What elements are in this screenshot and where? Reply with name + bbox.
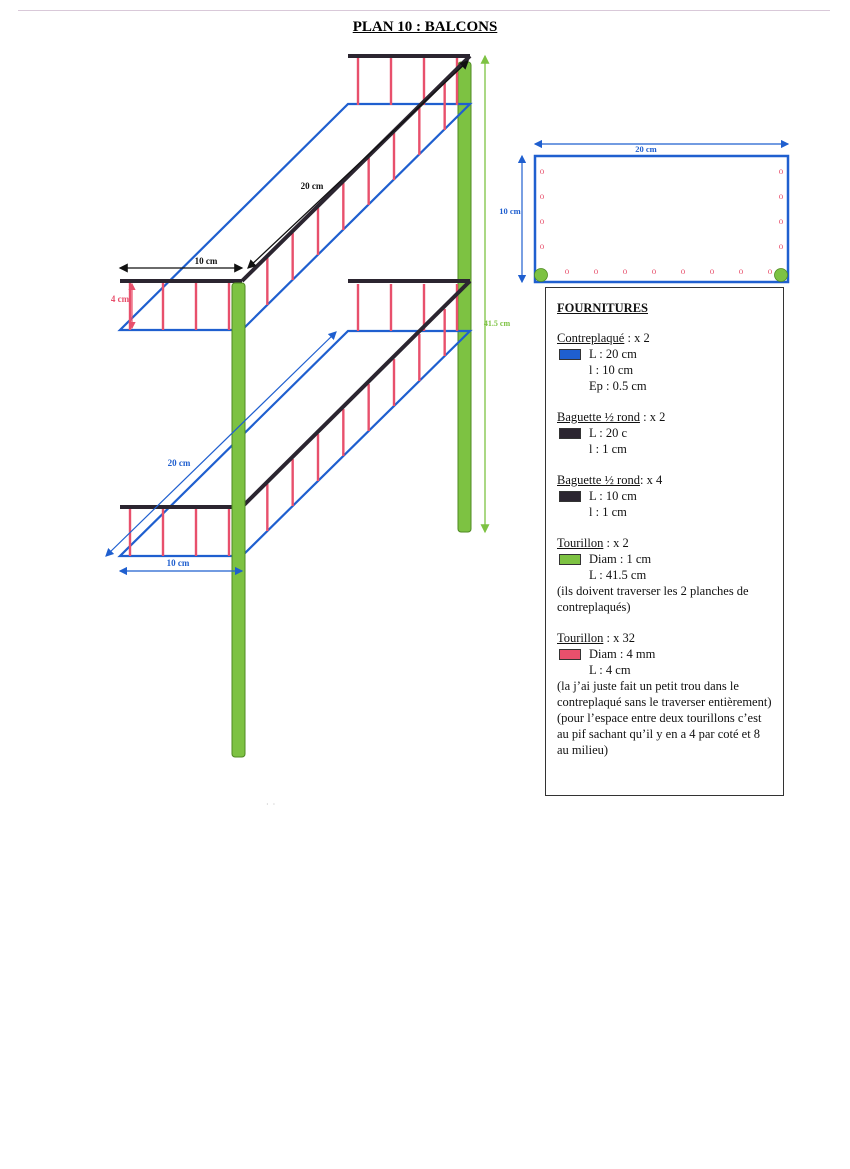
upper-plywood [120,104,470,330]
color-swatch [559,491,581,502]
top-view-height-label: 10 cm [499,206,521,216]
supply-item-specs [557,346,773,394]
hole-marker: o [778,191,784,201]
supply-item [557,330,773,394]
supplies-box [545,287,784,796]
upper-depth-label: 10 cm [194,256,218,266]
supply-item-heading [557,535,773,551]
supply-item-heading [557,330,773,346]
back-dowel [458,62,471,532]
hole-marker: o [539,166,545,176]
hole-marker: o [767,266,773,276]
color-swatch [559,554,581,565]
color-swatch [559,349,581,360]
hole-marker: o [651,266,657,276]
lower-depth-label: 10 cm [166,558,190,568]
supplies-list [557,330,773,758]
supply-item [557,409,773,457]
supply-item-qty: : x 4 [639,473,663,487]
hole-marker: o [539,241,545,251]
supply-item-heading [557,472,773,488]
lower-rail-dowels [130,284,457,556]
supply-item-heading [557,630,773,646]
hole-marker: o [680,266,686,276]
hole-marker: o [778,216,784,226]
supply-item [557,535,773,615]
supply-item-qty: : x 2 [624,331,650,345]
upper-height-label: 4 cm [110,294,130,304]
supply-item-name: Tourillon [557,536,604,550]
supply-item-heading [557,409,773,425]
supply-item-specs [557,646,773,678]
spec-line: l : 10 cm [589,363,634,377]
supply-item-name: Tourillon [557,631,604,645]
upper-rail-dowels [130,58,457,330]
spec-line: Diam : 4 mm [589,647,656,661]
hole-marker: o [738,266,744,276]
hole-marker: o [709,266,715,276]
upper-length-label: 20 cm [300,181,324,191]
top-view-holes [540,166,784,276]
dimensions [106,56,510,571]
color-swatch [559,649,581,660]
lower-balcony [120,281,470,556]
spec-line: l : 1 cm [589,505,627,519]
supply-item [557,630,773,758]
spec-line: L : 10 cm [589,489,637,503]
hole-marker: o [539,191,545,201]
supply-note: (la j’ai juste fait un petit trou dans le contreplaqué sans le traverser entièrement) [557,679,772,709]
page-title-text: PLAN 10 : BALCONS [352,19,498,35]
hole-marker: o [622,266,628,276]
top-view-dowel-left [535,269,548,282]
supply-item-qty: : x 2 [603,536,629,550]
top-view-width-label: 20 cm [635,144,657,154]
hole-marker: o [593,266,599,276]
spec-line: L : 20 c [589,426,628,440]
upper-balcony [120,56,470,330]
top-view-board [535,156,788,282]
supply-note: (pour l’espace entre deux tourillons c’est au pif sachant qu’il y en a 4 par coté et 8 au milieu) [557,711,762,757]
lower-plywood [120,331,470,556]
scan-specks: · · [266,800,276,809]
supplies-heading: FOURNITURES [557,301,648,315]
lower-rail-long [242,281,470,507]
supply-item-qty: : x 2 [639,410,666,424]
plywood-top-view [499,144,788,282]
supply-item-name: Baguette ½ rond [557,473,640,487]
color-swatch [559,428,581,439]
lower-length-label: 20 cm [167,458,191,468]
spec-line: L : 20 cm [589,347,637,361]
upper-rail-long [242,56,470,281]
spec-line: L : 4 cm [589,663,631,677]
supply-item-name: Baguette ½ rond [557,410,640,424]
lower-length-dimension [106,332,336,556]
hole-marker: o [778,166,784,176]
spec-line: Diam : 1 cm [589,552,652,566]
spec-line: l : 1 cm [589,442,627,456]
hole-marker: o [778,241,784,251]
top-view-dowel-right [775,269,788,282]
perspective-view [106,56,510,757]
spec-line: L : 41.5 cm [589,568,647,582]
supply-item-specs [557,488,773,520]
total-height-label: 41.5 cm [483,319,511,328]
supply-item-qty: : x 32 [603,631,635,645]
supply-item [557,472,773,520]
supply-item-specs [557,425,773,457]
supply-item-specs [557,551,773,583]
front-dowel [232,283,245,757]
hole-marker: o [539,216,545,226]
supply-note: (ils doivent traverser les 2 planches de contreplaqués) [557,584,749,614]
supply-item-name: Contreplaqué [557,331,625,345]
hole-marker: o [564,266,570,276]
spec-line: Ep : 0.5 cm [589,379,647,393]
